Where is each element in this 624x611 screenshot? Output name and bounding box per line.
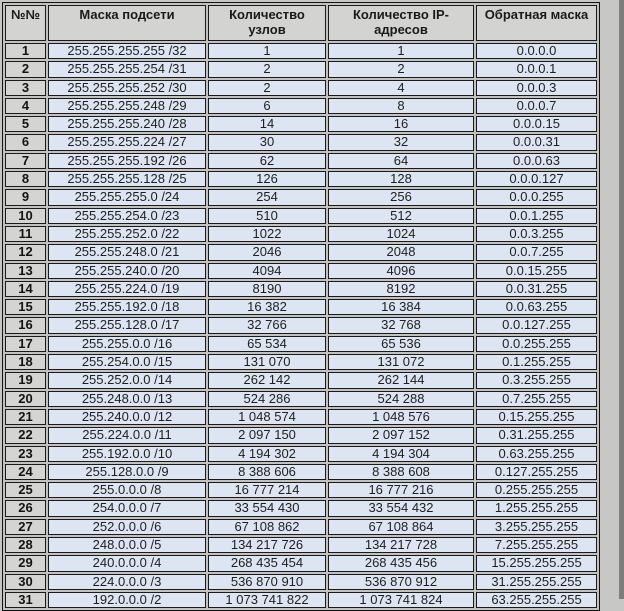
table-row bbox=[5, 116, 597, 132]
cell-number: 4 bbox=[5, 98, 46, 114]
cell-number: 25 bbox=[5, 482, 46, 498]
cell-subnet-mask: 255.192.0.0 /10 bbox=[48, 446, 206, 462]
subnet-mask-table bbox=[2, 2, 600, 611]
table-row bbox=[5, 153, 597, 169]
cell-ip-count: 4 194 304 bbox=[328, 446, 474, 462]
table-row bbox=[5, 500, 597, 516]
table-row bbox=[5, 464, 597, 480]
cell-subnet-mask: 255.255.255.0 /24 bbox=[48, 189, 206, 205]
cell-number: 20 bbox=[5, 391, 46, 407]
cell-wildcard-mask: 0.0.255.255 bbox=[476, 336, 597, 352]
cell-host-count: 8190 bbox=[208, 281, 326, 297]
cell-subnet-mask: 255.255.255.255 /32 bbox=[48, 43, 206, 59]
cell-wildcard-mask: 63.255.255.255 bbox=[476, 592, 597, 608]
cell-wildcard-mask: 0.0.0.255 bbox=[476, 189, 597, 205]
cell-ip-count: 128 bbox=[328, 171, 474, 187]
cell-number: 23 bbox=[5, 446, 46, 462]
cell-host-count: 32 766 bbox=[208, 317, 326, 333]
cell-wildcard-mask: 0.0.0.3 bbox=[476, 80, 597, 96]
cell-ip-count: 64 bbox=[328, 153, 474, 169]
cell-host-count: 262 142 bbox=[208, 372, 326, 388]
cell-wildcard-mask: 0.0.0.0 bbox=[476, 43, 597, 59]
cell-ip-count: 512 bbox=[328, 208, 474, 224]
cell-ip-count: 33 554 432 bbox=[328, 500, 474, 516]
table-row bbox=[5, 134, 597, 150]
cell-wildcard-mask: 0.0.31.255 bbox=[476, 281, 597, 297]
cell-host-count: 2 bbox=[208, 61, 326, 77]
cell-wildcard-mask: 7.255.255.255 bbox=[476, 537, 597, 553]
cell-number: 15 bbox=[5, 299, 46, 315]
cell-subnet-mask: 255.255.128.0 /17 bbox=[48, 317, 206, 333]
cell-host-count: 1 bbox=[208, 43, 326, 59]
cell-subnet-mask: 255.255.255.248 /29 bbox=[48, 98, 206, 114]
header-wildcard-mask: Обратная маска bbox=[476, 5, 597, 41]
table-row bbox=[5, 555, 597, 571]
right-edge-strip bbox=[619, 0, 624, 599]
table-row bbox=[5, 336, 597, 352]
cell-host-count: 2 bbox=[208, 80, 326, 96]
table-row bbox=[5, 171, 597, 187]
cell-subnet-mask: 248.0.0.0 /5 bbox=[48, 537, 206, 553]
cell-number: 5 bbox=[5, 116, 46, 132]
cell-number: 2 bbox=[5, 61, 46, 77]
cell-wildcard-mask: 3.255.255.255 bbox=[476, 519, 597, 535]
cell-subnet-mask: 255.255.192.0 /18 bbox=[48, 299, 206, 315]
cell-subnet-mask: 255.255.240.0 /20 bbox=[48, 263, 206, 279]
cell-host-count: 65 534 bbox=[208, 336, 326, 352]
cell-host-count: 33 554 430 bbox=[208, 500, 326, 516]
cell-subnet-mask: 255.255.255.240 /28 bbox=[48, 116, 206, 132]
cell-ip-count: 8 bbox=[328, 98, 474, 114]
table-row bbox=[5, 80, 597, 96]
cell-number: 24 bbox=[5, 464, 46, 480]
table-row bbox=[5, 409, 597, 425]
table-row bbox=[5, 244, 597, 260]
cell-wildcard-mask: 15.255.255.255 bbox=[476, 555, 597, 571]
cell-number: 28 bbox=[5, 537, 46, 553]
cell-wildcard-mask: 0.0.1.255 bbox=[476, 208, 597, 224]
cell-host-count: 1 073 741 822 bbox=[208, 592, 326, 608]
cell-ip-count: 16 777 216 bbox=[328, 482, 474, 498]
cell-host-count: 2046 bbox=[208, 244, 326, 260]
table-row bbox=[5, 189, 597, 205]
cell-wildcard-mask: 0.0.15.255 bbox=[476, 263, 597, 279]
cell-subnet-mask: 255.255.255.128 /25 bbox=[48, 171, 206, 187]
table-header bbox=[5, 5, 597, 41]
cell-number: 10 bbox=[5, 208, 46, 224]
cell-wildcard-mask: 0.7.255.255 bbox=[476, 391, 597, 407]
cell-wildcard-mask: 0.0.0.15 bbox=[476, 116, 597, 132]
cell-subnet-mask: 255.255.255.192 /26 bbox=[48, 153, 206, 169]
cell-wildcard-mask: 0.0.3.255 bbox=[476, 226, 597, 242]
cell-host-count: 6 bbox=[208, 98, 326, 114]
table-row bbox=[5, 482, 597, 498]
table-row bbox=[5, 391, 597, 407]
cell-ip-count: 536 870 912 bbox=[328, 574, 474, 590]
cell-subnet-mask: 255.128.0.0 /9 bbox=[48, 464, 206, 480]
cell-host-count: 30 bbox=[208, 134, 326, 150]
cell-wildcard-mask: 0.0.0.63 bbox=[476, 153, 597, 169]
cell-wildcard-mask: 0.0.63.255 bbox=[476, 299, 597, 315]
cell-wildcard-mask: 0.31.255.255 bbox=[476, 427, 597, 443]
table-row bbox=[5, 208, 597, 224]
cell-ip-count: 1024 bbox=[328, 226, 474, 242]
cell-ip-count: 1 048 576 bbox=[328, 409, 474, 425]
table-row bbox=[5, 427, 597, 443]
cell-number: 18 bbox=[5, 354, 46, 370]
cell-subnet-mask: 255.252.0.0 /14 bbox=[48, 372, 206, 388]
cell-wildcard-mask: 0.63.255.255 bbox=[476, 446, 597, 462]
cell-number: 6 bbox=[5, 134, 46, 150]
cell-ip-count: 262 144 bbox=[328, 372, 474, 388]
cell-number: 31 bbox=[5, 592, 46, 608]
cell-host-count: 8 388 606 bbox=[208, 464, 326, 480]
cell-ip-count: 67 108 864 bbox=[328, 519, 474, 535]
cell-host-count: 510 bbox=[208, 208, 326, 224]
cell-host-count: 536 870 910 bbox=[208, 574, 326, 590]
cell-host-count: 16 777 214 bbox=[208, 482, 326, 498]
cell-number: 17 bbox=[5, 336, 46, 352]
cell-ip-count: 32 768 bbox=[328, 317, 474, 333]
cell-host-count: 524 286 bbox=[208, 391, 326, 407]
cell-wildcard-mask: 0.0.7.255 bbox=[476, 244, 597, 260]
table-row bbox=[5, 354, 597, 370]
cell-number: 9 bbox=[5, 189, 46, 205]
cell-wildcard-mask: 0.3.255.255 bbox=[476, 372, 597, 388]
cell-number: 19 bbox=[5, 372, 46, 388]
cell-number: 14 bbox=[5, 281, 46, 297]
cell-ip-count: 1 073 741 824 bbox=[328, 592, 474, 608]
cell-wildcard-mask: 0.255.255.255 bbox=[476, 482, 597, 498]
cell-host-count: 2 097 150 bbox=[208, 427, 326, 443]
cell-number: 11 bbox=[5, 226, 46, 242]
cell-number: 13 bbox=[5, 263, 46, 279]
cell-wildcard-mask: 0.0.0.127 bbox=[476, 171, 597, 187]
cell-ip-count: 16 bbox=[328, 116, 474, 132]
table-row bbox=[5, 592, 597, 608]
cell-ip-count: 1 bbox=[328, 43, 474, 59]
cell-ip-count: 8 388 608 bbox=[328, 464, 474, 480]
cell-subnet-mask: 255.240.0.0 /12 bbox=[48, 409, 206, 425]
cell-number: 1 bbox=[5, 43, 46, 59]
cell-host-count: 1022 bbox=[208, 226, 326, 242]
table-row bbox=[5, 519, 597, 535]
cell-subnet-mask: 255.255.252.0 /22 bbox=[48, 226, 206, 242]
table-row bbox=[5, 574, 597, 590]
cell-host-count: 67 108 862 bbox=[208, 519, 326, 535]
table-row bbox=[5, 537, 597, 553]
cell-number: 27 bbox=[5, 519, 46, 535]
cell-subnet-mask: 192.0.0.0 /2 bbox=[48, 592, 206, 608]
cell-ip-count: 131 072 bbox=[328, 354, 474, 370]
cell-number: 26 bbox=[5, 500, 46, 516]
cell-host-count: 14 bbox=[208, 116, 326, 132]
cell-ip-count: 65 536 bbox=[328, 336, 474, 352]
cell-host-count: 1 048 574 bbox=[208, 409, 326, 425]
header-row bbox=[5, 5, 597, 41]
cell-ip-count: 2 bbox=[328, 61, 474, 77]
table-row bbox=[5, 98, 597, 114]
header-number: №№ bbox=[5, 5, 46, 41]
cell-ip-count: 8192 bbox=[328, 281, 474, 297]
cell-wildcard-mask: 0.0.0.7 bbox=[476, 98, 597, 114]
cell-ip-count: 4 bbox=[328, 80, 474, 96]
cell-wildcard-mask: 0.0.0.1 bbox=[476, 61, 597, 77]
cell-number: 21 bbox=[5, 409, 46, 425]
cell-subnet-mask: 252.0.0.0 /6 bbox=[48, 519, 206, 535]
cell-subnet-mask: 255.255.255.254 /31 bbox=[48, 61, 206, 77]
cell-wildcard-mask: 1.255.255.255 bbox=[476, 500, 597, 516]
table-row bbox=[5, 299, 597, 315]
cell-wildcard-mask: 0.15.255.255 bbox=[476, 409, 597, 425]
cell-ip-count: 268 435 456 bbox=[328, 555, 474, 571]
cell-ip-count: 2048 bbox=[328, 244, 474, 260]
cell-subnet-mask: 255.248.0.0 /13 bbox=[48, 391, 206, 407]
cell-ip-count: 524 288 bbox=[328, 391, 474, 407]
cell-number: 3 bbox=[5, 80, 46, 96]
cell-subnet-mask: 255.254.0.0 /15 bbox=[48, 354, 206, 370]
table-row bbox=[5, 446, 597, 462]
table-row bbox=[5, 61, 597, 77]
cell-host-count: 126 bbox=[208, 171, 326, 187]
cell-ip-count: 4096 bbox=[328, 263, 474, 279]
cell-subnet-mask: 255.255.224.0 /19 bbox=[48, 281, 206, 297]
cell-host-count: 4 194 302 bbox=[208, 446, 326, 462]
cell-ip-count: 16 384 bbox=[328, 299, 474, 315]
cell-subnet-mask: 255.255.0.0 /16 bbox=[48, 336, 206, 352]
cell-host-count: 131 070 bbox=[208, 354, 326, 370]
cell-host-count: 134 217 726 bbox=[208, 537, 326, 553]
cell-ip-count: 2 097 152 bbox=[328, 427, 474, 443]
cell-number: 30 bbox=[5, 574, 46, 590]
header-ip-count: Количество IP-адресов bbox=[328, 5, 474, 41]
cell-ip-count: 134 217 728 bbox=[328, 537, 474, 553]
cell-subnet-mask: 254.0.0.0 /7 bbox=[48, 500, 206, 516]
cell-subnet-mask: 255.255.254.0 /23 bbox=[48, 208, 206, 224]
cell-wildcard-mask: 31.255.255.255 bbox=[476, 574, 597, 590]
cell-wildcard-mask: 0.127.255.255 bbox=[476, 464, 597, 480]
cell-number: 29 bbox=[5, 555, 46, 571]
cell-ip-count: 32 bbox=[328, 134, 474, 150]
header-host-count: Количество узлов bbox=[208, 5, 326, 41]
cell-number: 16 bbox=[5, 317, 46, 333]
cell-host-count: 16 382 bbox=[208, 299, 326, 315]
cell-subnet-mask: 224.0.0.0 /3 bbox=[48, 574, 206, 590]
cell-subnet-mask: 255.255.255.252 /30 bbox=[48, 80, 206, 96]
table-row bbox=[5, 43, 597, 59]
cell-subnet-mask: 240.0.0.0 /4 bbox=[48, 555, 206, 571]
cell-host-count: 268 435 454 bbox=[208, 555, 326, 571]
cell-subnet-mask: 255.255.248.0 /21 bbox=[48, 244, 206, 260]
table-row bbox=[5, 226, 597, 242]
cell-wildcard-mask: 0.0.127.255 bbox=[476, 317, 597, 333]
cell-number: 8 bbox=[5, 171, 46, 187]
cell-subnet-mask: 255.224.0.0 /11 bbox=[48, 427, 206, 443]
table-row bbox=[5, 372, 597, 388]
header-subnet-mask: Маска подсети bbox=[48, 5, 206, 41]
cell-number: 22 bbox=[5, 427, 46, 443]
table-body bbox=[5, 43, 597, 608]
table-row bbox=[5, 281, 597, 297]
table-row bbox=[5, 263, 597, 279]
cell-host-count: 62 bbox=[208, 153, 326, 169]
cell-number: 7 bbox=[5, 153, 46, 169]
cell-number: 12 bbox=[5, 244, 46, 260]
cell-subnet-mask: 255.255.255.224 /27 bbox=[48, 134, 206, 150]
cell-ip-count: 256 bbox=[328, 189, 474, 205]
cell-host-count: 4094 bbox=[208, 263, 326, 279]
cell-wildcard-mask: 0.1.255.255 bbox=[476, 354, 597, 370]
cell-subnet-mask: 255.0.0.0 /8 bbox=[48, 482, 206, 498]
cell-wildcard-mask: 0.0.0.31 bbox=[476, 134, 597, 150]
cell-host-count: 254 bbox=[208, 189, 326, 205]
table-row bbox=[5, 317, 597, 333]
